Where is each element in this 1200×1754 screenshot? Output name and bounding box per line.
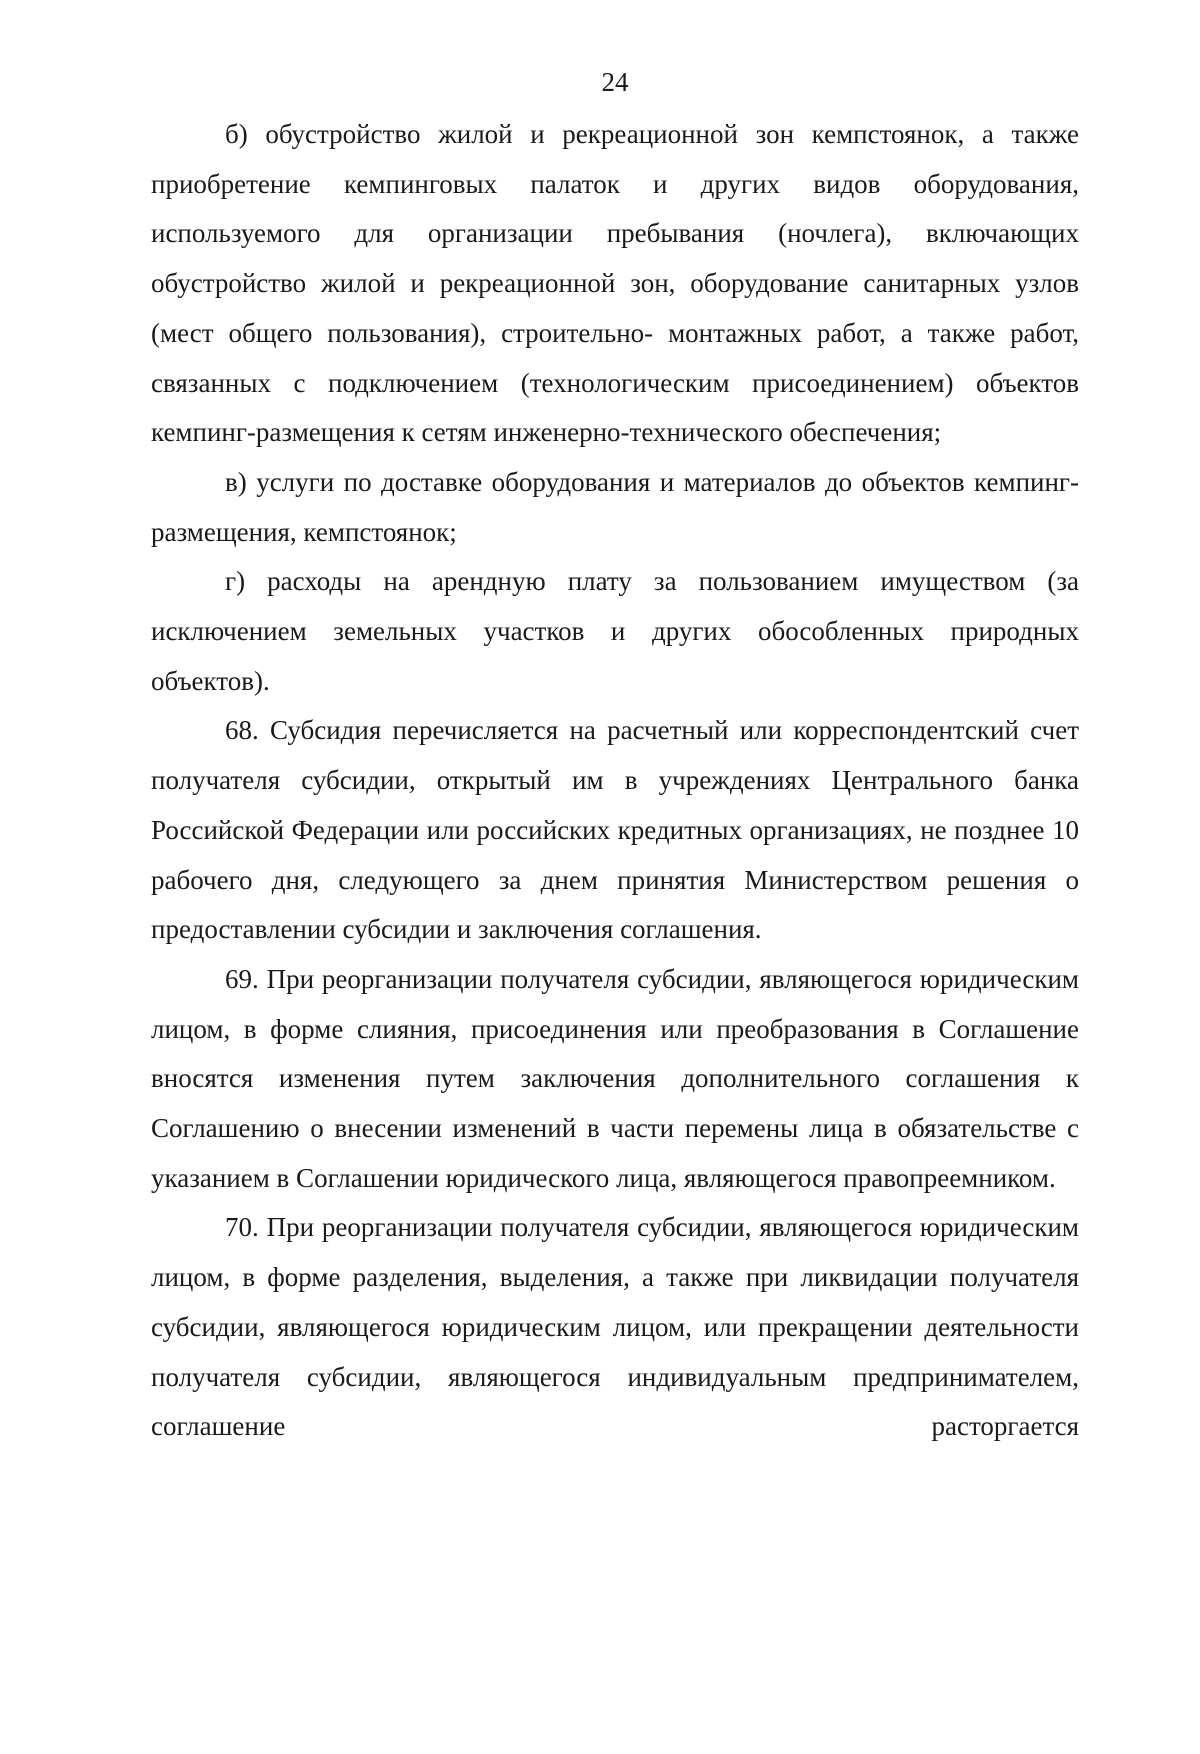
paragraph-subitem-g: г) расходы на арендную плату за пользованием имуществом (за исключением земельных участков и других обособленных природных объектов). [151, 566, 1079, 696]
document-body [151, 110, 1079, 1452]
paragraph-subitem-v: в) услуги по доставке оборудования и материалов до объектов кемпинг-размещения, кемпстоянок; [151, 466, 1079, 547]
paragraph-69: 69. При реорганизации получателя субсидии, являющегося юридическим лицом, в форме слияния, присоединения или преобразования в Соглашение вносятся изменения путем заключения дополнительного соглашения к Соглашению о внесении изменений в части перемены лица в обязательстве с указанием в Соглашении юридического лица, являющегося правопреемником. [151, 963, 1079, 1193]
paragraph-subitem-b: б) обустройство жилой и рекреационной зон кемпстоянок, а также приобретение кемпинговых палаток и других видов оборудования, используемого для организации пребывания (ночлега), включающих обустройство жилой и рекреационной зон, оборудование санитарных узлов (мест общего пользования), строительно- монтажных работ, а также работ, связанных с подключением (технологическим присоединением) объектов кемпинг-размещения к сетям инженерно-технического обеспечения; [151, 119, 1079, 448]
paragraph-68: 68. Субсидия перечисляется на расчетный или корреспондентский счет получателя субсидии, открытый им в учреждениях Центрального банка Российской Федерации или российских кредитных организациях, не позднее 10 рабочего дня, следующего за днем принятия Министерством решения о предоставлении субсидии и заключения соглашения. [151, 715, 1079, 945]
page-number: 24 [601, 67, 629, 97]
paragraph-70: 70. При реорганизации получателя субсидии, являющегося юридическим лицом, в форме разделения, выделения, а также при ликвидации получателя субсидии, являющегося юридическим лицом, или прекращении деятельности получателя субсидии, являющегося индивидуальным предпринимателем, соглашение расторгается [151, 1212, 1079, 1442]
